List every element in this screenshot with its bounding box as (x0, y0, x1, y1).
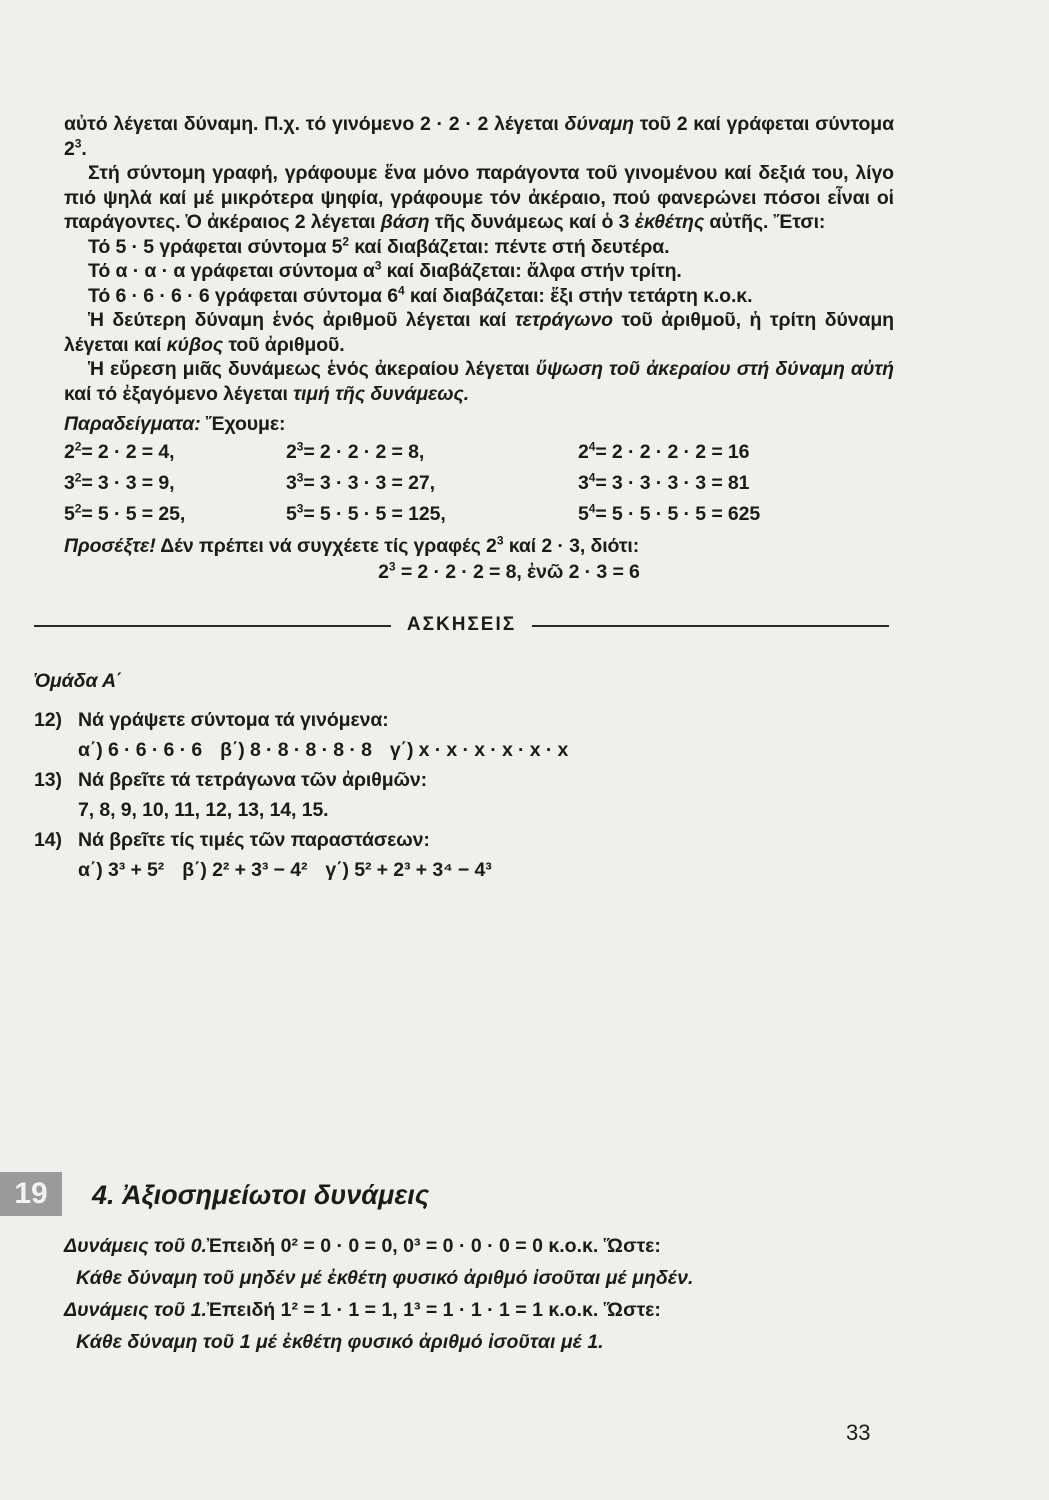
powers-of-one-line: Δυνάμεις τοῦ 1. Ἐπειδή 1² = 1 · 1 = 1, 1³ = 1 · 1 · 1 = 1 κ.ο.κ. Ὥστε: (64, 1298, 661, 1321)
power-example: $5^3= 5 \cdot 5 \cdot 5 = 125$, (286, 501, 446, 525)
power-example: $3^4= 3 \cdot 3 \cdot 3 \cdot 3 = 81$ (578, 470, 750, 494)
intro-paragraph: αὐτό λέγεται δύναμη. Π.χ. τό γινόμενο 2 · 2 · 2 λέγεται δύναμη τοῦ 2 καί γράφεται σύντομα $2^3$. (64, 113, 894, 160)
page-number: 33 (846, 1420, 871, 1445)
examples-row (64, 499, 894, 530)
example-line-2: Τό α · α · α γράφεται σύντομα $\alpha^3$ καί διαβάζεται: ἄλφα στήν τρίτη. (88, 258, 682, 282)
section-number-badge: 19 (0, 1172, 62, 1216)
example-line-1: Τό 5 · 5 γράφεται σύντομα $5^2$ καί διαβάζεται: πέντε στή δευτέρα. (88, 234, 670, 258)
powers-of-zero-rule: Κάθε δύναμη τοῦ μηδέν μέ ἐκθέτη φυσικό ἀριθμό ἰσοῦται μέ μηδέν. (76, 1266, 694, 1289)
example-line-3: Τό 6 · 6 · 6 · 6 γράφεται σύντομα $6^4$ καί διαβάζεται: ἕξι στήν τετάρτη κ.ο.κ. (88, 283, 753, 307)
exercise-12: 12) Νά γράψετε σύντομα τά γινόμενα: α΄) 6 · 6 · 6 · 6 β΄) 8 · 8 · 8 · 8 · 8 γ΄) x · x · x · x · x · x (34, 708, 569, 761)
powers-of-zero-line: Δυνάμεις τοῦ 0. Ἐπειδή 0² = 0 · 0 = 0, 0³ = 0 · 0 · 0 = 0 κ.ο.κ. Ὥστε: (64, 1234, 661, 1257)
power-example: $3^2= 3 \cdot 3 = 9$, (64, 470, 175, 494)
examples-row (64, 437, 894, 468)
exercise-13: 13) Νά βρεῖτε τά τετράγωνα τῶν ἀριθμῶν: 7, 8, 9, 10, 11, 12, 13, 14, 15. (34, 768, 428, 821)
main-text (34, 112, 894, 885)
examples-row (64, 468, 894, 499)
exponentiation-paragraph: Ἡ εὕρεση μιᾶς δυνάμεως ἑνός ἀκεραίου λέγεται ὕψωση τοῦ ἀκεραίου στή δύναμη αὐτή καί τό ἐξαγόμενο λέγεται τιμή τῆς δυνάμεως. (64, 358, 894, 405)
power-example: $2^4= 2 \cdot 2 \cdot 2 \cdot 2 = 16$ (578, 439, 750, 463)
heading-rule-left (34, 625, 391, 627)
warning-paragraph: Προσέξτε! Δέν πρέπει νά συγχέετε τίς γραφές $2^3$ καί 2 · 3, διότι: (64, 533, 640, 557)
definition-paragraph: Στή σύντομη γραφή, γράφουμε ἕνα μόνο παράγοντα τοῦ γινομένου καί δεξιά του, λίγο πιό ψηλά καί μέ μικρότερα ψηφία, γράφουμε τόν ἀκέραιο, πού φανερώνει πόσοι εἶναι οἱ παράγοντες. Ὁ ἀκέραιος 2 λέγεται βάση τῆς δυνάμεως καί ὁ 3 ἐκθέτης αὐτῆς. Ἔτσι: (64, 162, 894, 233)
power-example: $2^2= 2 \cdot 2 = 4$, (64, 439, 175, 463)
power-example: $5^2= 5 \cdot 5 = 25$, (64, 501, 186, 525)
warning-equation: $2^3 = 2 \cdot 2 \cdot 2 = 8$, ἐνῶ 2 · 3 = 6 (378, 559, 640, 583)
power-example: $5^4= 5 \cdot 5 \cdot 5 \cdot 5 = 625$ (578, 501, 761, 525)
power-example: $2^3= 2 \cdot 2 \cdot 2 = 8$, (286, 439, 425, 463)
square-cube-paragraph: Ἡ δεύτερη δύναμη ἑνός ἀριθμοῦ λέγεται καί τετράγωνο τοῦ ἀριθμοῦ, ἡ τρίτη δύναμη λέγεται καί κύβος τοῦ ἀριθμοῦ. (64, 309, 894, 356)
examples-heading: Παραδείγματα: Ἔχουμε: (64, 413, 286, 435)
heading-rule-right (532, 625, 889, 627)
powers-of-one-rule: Κάθε δύναμη τοῦ 1 μέ ἐκθέτη φυσικό ἀριθμό ἰσοῦται μέ 1. (76, 1330, 604, 1353)
section-title: 4. Ἀξιοσημείωτοι δυνάμεις (92, 1180, 430, 1210)
exercise-14: 14) Νά βρεῖτε τίς τιμές τῶν παραστάσεων: α΄) 3³ + 5² β΄) 2² + 3³ − 4² γ΄) 5² + 2³ + 3⁴ − 4³ (34, 828, 492, 881)
examples-table (64, 437, 894, 530)
exercise-group-label: Ὁμάδα Α΄ (34, 669, 123, 692)
section-body (64, 1230, 894, 1358)
power-example: $3^3= 3 \cdot 3 \cdot 3 = 27$, (286, 470, 435, 494)
exercises-heading: ΑΣΚΗΣΕΙΣ (34, 611, 889, 641)
